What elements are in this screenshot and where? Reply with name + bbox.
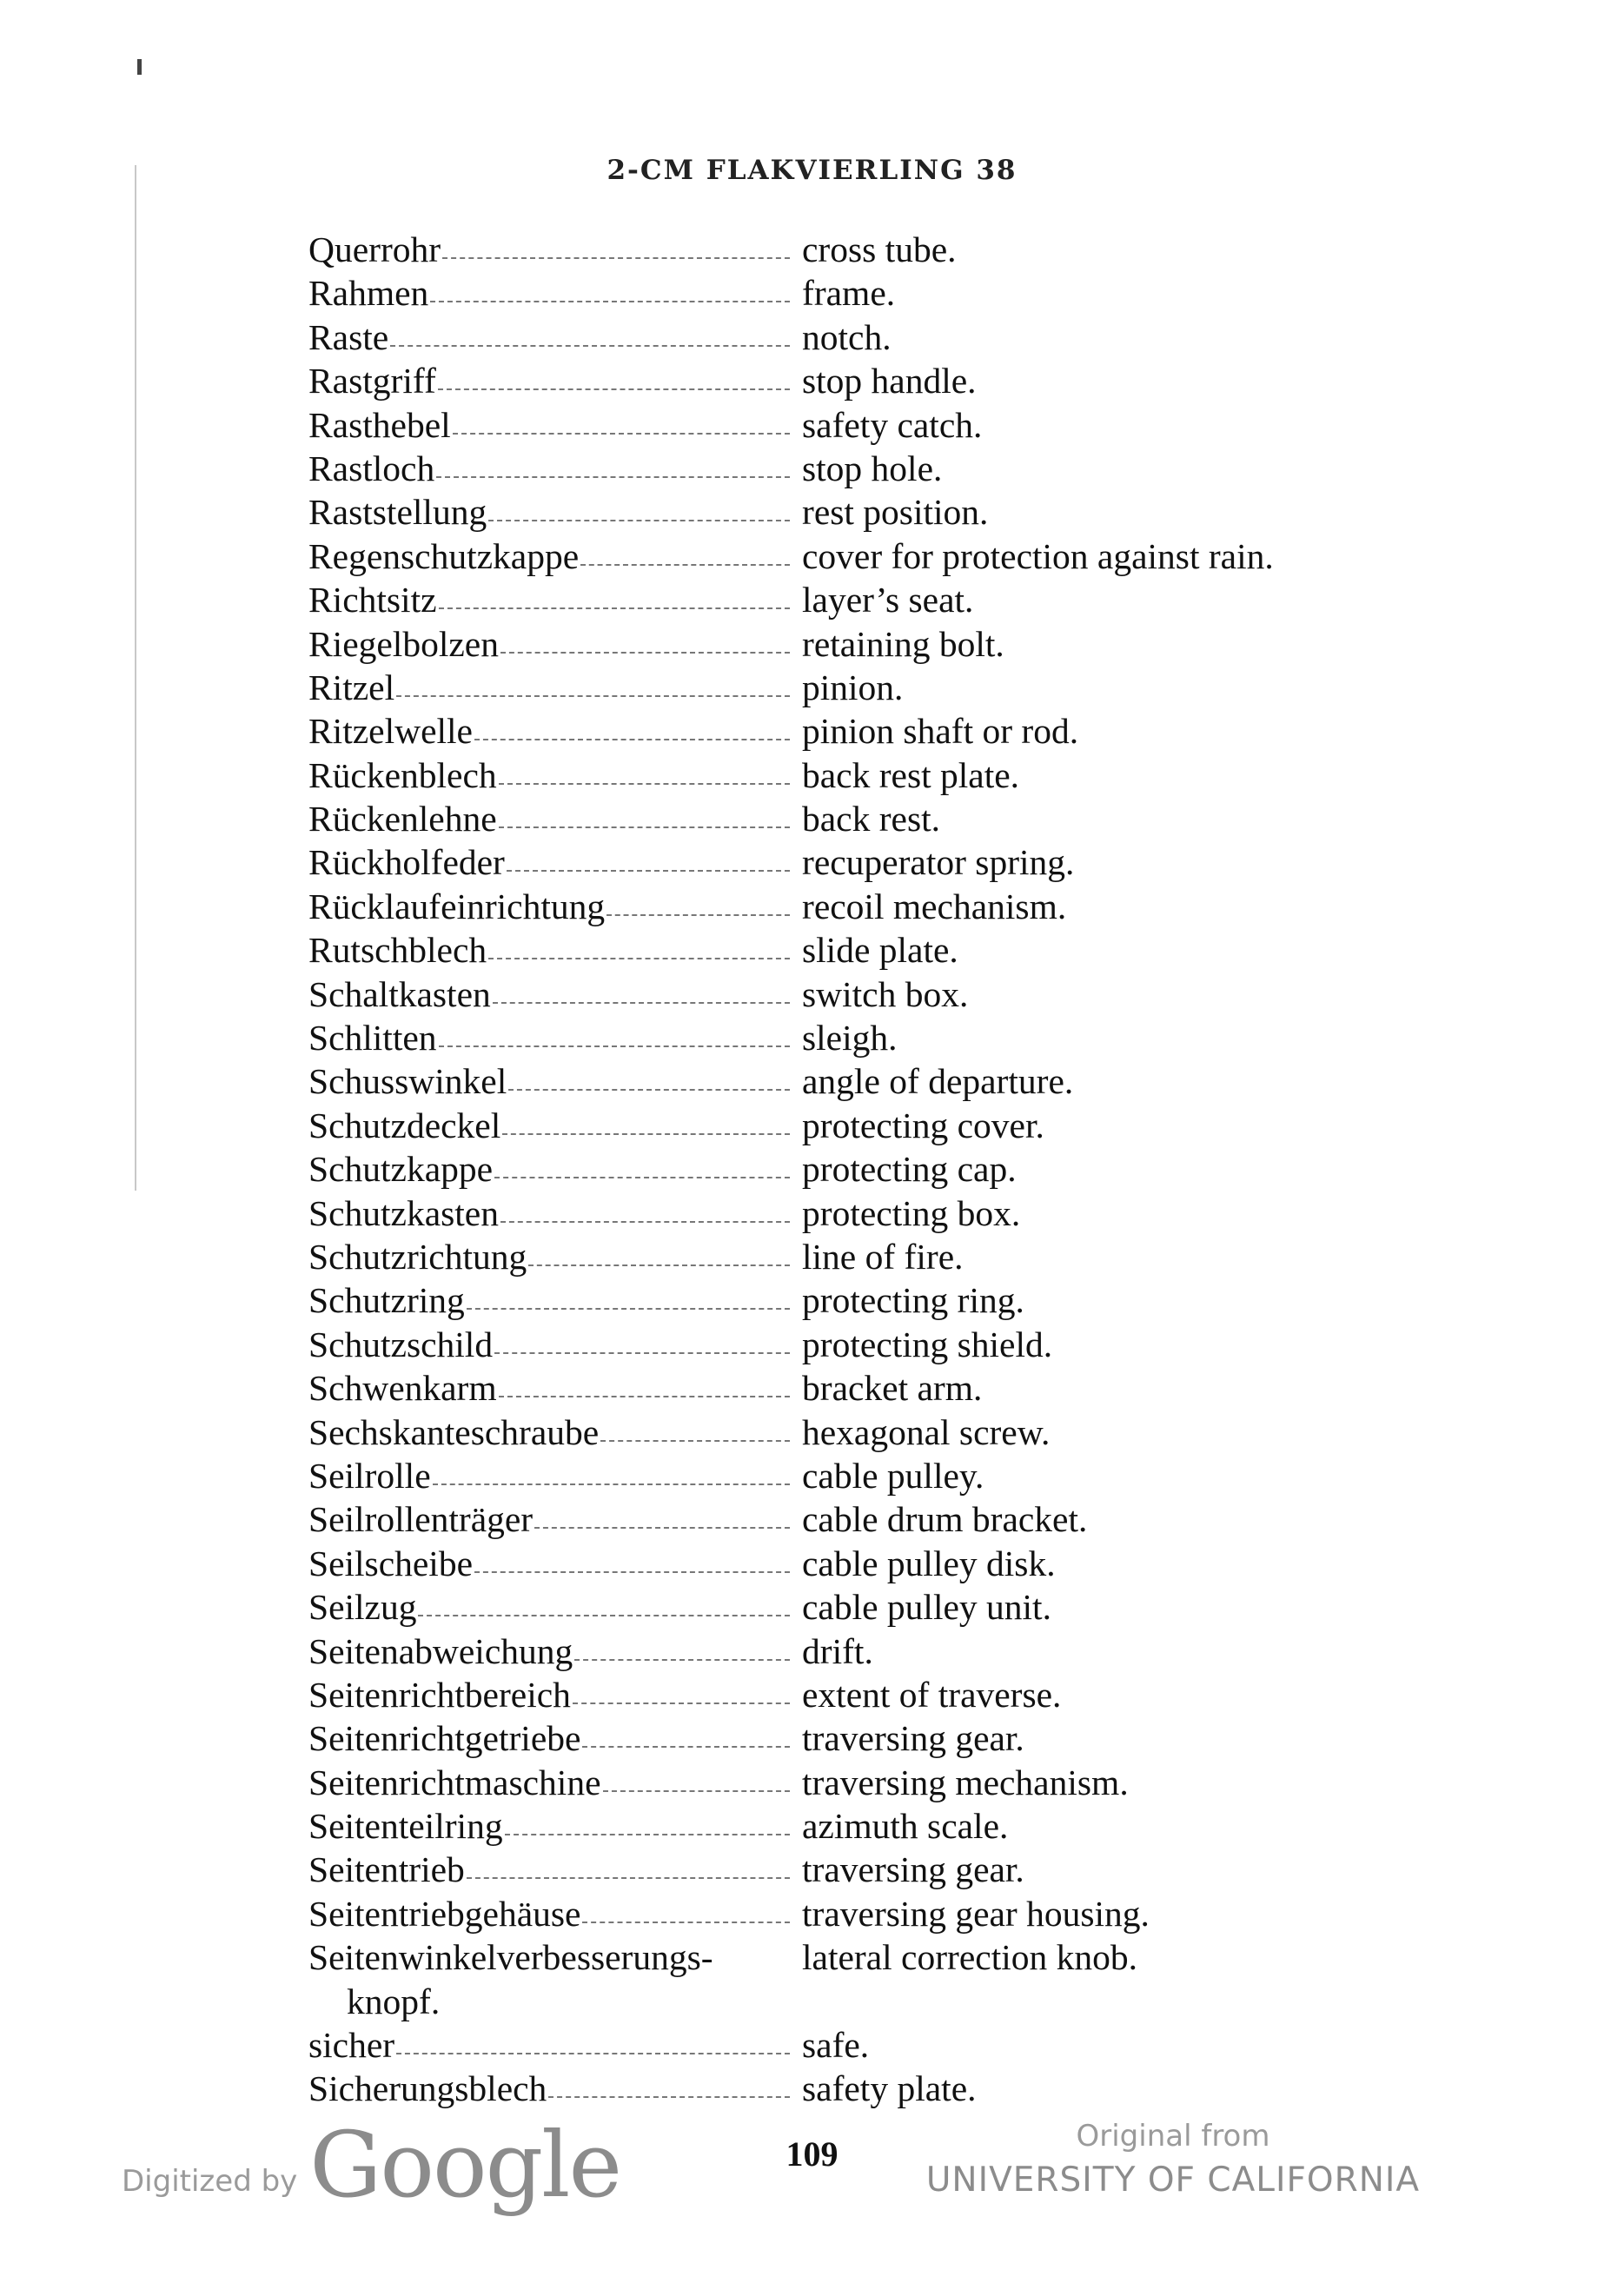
german-term: Schutzkappe [308, 1149, 494, 1190]
german-term: Schwenkarm [308, 1368, 497, 1409]
page-number: 109 [785, 2134, 839, 2174]
dot-leader [396, 666, 790, 697]
dot-leader [548, 2067, 790, 2098]
german-term: Rastloch [308, 448, 435, 488]
dot-leader [580, 534, 790, 566]
dot-leader [488, 490, 790, 521]
english-translation: line of fire. [802, 1236, 964, 1277]
german-term-cell [308, 709, 795, 753]
german-term-cell [308, 1191, 795, 1235]
german-term: Seilscheibe [308, 1543, 473, 1583]
scan-margin-line [135, 165, 136, 1191]
german-term-cell [308, 797, 795, 840]
german-term: sicher [308, 2025, 395, 2066]
german-term: Seitenabweichung [308, 1630, 573, 1671]
glossary-row [308, 972, 1438, 1016]
english-translation: protecting cover. [802, 1105, 1044, 1145]
german-term-cell [308, 403, 795, 447]
glossary-row [308, 1673, 1438, 1716]
german-term-cell [308, 534, 795, 578]
english-translation: slide plate. [802, 930, 958, 971]
german-term: Riegelbolzen [308, 623, 499, 664]
german-term: Rücklaufeinrichtung [308, 886, 606, 926]
german-term-continuation: knopf. [347, 1981, 441, 2021]
german-term: Ritzel [308, 667, 395, 707]
glossary-row [308, 1542, 1438, 1585]
english-translation: stop handle. [802, 361, 977, 402]
glossary-row [308, 622, 1438, 666]
german-term: Schutzrichtung [308, 1236, 527, 1277]
german-term-cell [308, 928, 795, 972]
dot-leader [453, 403, 790, 435]
german-term-cell [308, 359, 795, 402]
glossary-row [308, 1059, 1438, 1103]
dot-leader [574, 1629, 790, 1661]
german-term: Rahmen [308, 273, 429, 314]
dot-leader [467, 1848, 790, 1879]
dot-leader [528, 1235, 790, 1266]
english-translation: protecting ring. [802, 1280, 1024, 1321]
german-term: Seilrollenträger [308, 1499, 534, 1540]
german-term-cell [308, 228, 795, 271]
german-term-cell [308, 1323, 795, 1366]
german-term-cell [308, 1147, 795, 1191]
english-translation: retaining bolt. [802, 623, 1004, 664]
german-term-cell [308, 622, 795, 666]
dot-leader [508, 1059, 790, 1091]
glossary-row [308, 1454, 1438, 1497]
english-translation: hexagonal screw. [802, 1411, 1051, 1452]
english-translation: safe. [802, 2025, 870, 2066]
dot-leader [499, 797, 790, 828]
english-translation: safety catch. [802, 404, 983, 445]
glossary-row [308, 1804, 1438, 1848]
english-translation: traversing gear. [802, 1849, 1024, 1890]
english-translation: bracket arm. [802, 1368, 983, 1409]
glossary-row [308, 228, 1438, 271]
german-term-cell [308, 2023, 795, 2067]
glossary-row [308, 1935, 1438, 2023]
german-term-cell [308, 666, 795, 709]
digitized-by-text: Digitized by [122, 2164, 298, 2199]
german-term: Seitentriebgehäuse [308, 1893, 581, 1934]
german-term-cell [308, 1059, 795, 1103]
glossary-row [308, 1235, 1438, 1278]
german-term: Schutzdeckel [308, 1105, 501, 1145]
dot-leader [474, 1542, 790, 1573]
english-translation: angle of departure. [802, 1061, 1074, 1102]
german-term: Raststellung [308, 492, 487, 533]
glossary-row [308, 797, 1438, 840]
dot-leader [502, 1104, 790, 1135]
english-translation: traversing gear. [802, 1718, 1024, 1759]
glossary-row [308, 1191, 1438, 1235]
glossary-row [308, 666, 1438, 709]
english-translation: stop hole. [802, 448, 943, 488]
german-term-cell [308, 885, 795, 928]
german-term: Schusswinkel [308, 1061, 507, 1102]
german-term: Rasthebel [308, 404, 451, 445]
dot-leader [582, 1892, 790, 1923]
glossary-row [308, 447, 1438, 490]
english-translation: notch. [802, 316, 892, 357]
english-translation: drift. [802, 1630, 873, 1671]
german-term: Seitentrieb [308, 1849, 465, 1890]
glossary-row [308, 840, 1438, 884]
english-translation: frame. [802, 273, 896, 314]
glossary-row [308, 403, 1438, 447]
dot-leader [396, 2023, 790, 2054]
scan-margin-mark [137, 59, 142, 75]
german-term: Seilrolle [308, 1455, 431, 1496]
german-term-cell [308, 1278, 795, 1322]
english-translation: pinion. [802, 667, 904, 707]
dot-leader [418, 1585, 790, 1616]
german-term-cell [308, 1804, 795, 1848]
glossary-row [308, 1848, 1438, 1891]
dot-leader [507, 840, 790, 872]
german-term-cell [308, 578, 795, 621]
english-translation: protecting box. [802, 1192, 1021, 1233]
university-name: UNIVERSITY OF CALIFORNIA [925, 2160, 1421, 2200]
dot-leader [500, 622, 790, 654]
dot-leader [436, 447, 790, 478]
english-translation: traversing gear housing. [802, 1893, 1150, 1934]
glossary-row [308, 271, 1438, 315]
german-term-cell [308, 490, 795, 534]
english-translation: cable pulley unit. [802, 1587, 1051, 1628]
german-term: Seitenrichtbereich [308, 1674, 571, 1715]
english-translation: back rest plate. [802, 754, 1020, 795]
german-term: Seitenteilring [308, 1806, 503, 1847]
dot-leader [505, 1804, 790, 1835]
glossary-row [308, 2023, 1438, 2067]
dot-leader [499, 753, 790, 785]
german-term: Sechskanteschraube [308, 1411, 600, 1452]
german-term: Richtsitz [308, 580, 437, 621]
dot-leader [500, 1191, 790, 1223]
dot-leader [474, 709, 790, 740]
glossary-row [308, 1585, 1438, 1629]
german-term: Seitenwinkelverbesserungs- [308, 1937, 713, 1978]
german-term: Rückenblech [308, 754, 497, 795]
glossary-row [308, 709, 1438, 753]
dot-leader [493, 972, 790, 1004]
german-term: Rastgriff [308, 361, 436, 402]
german-term: Raste [308, 316, 389, 357]
german-term-cell [308, 1410, 795, 1454]
german-term-cell [308, 1892, 795, 1935]
glossary-row [308, 928, 1438, 972]
original-from-text: Original from [1076, 2119, 1270, 2154]
glossary-row [308, 490, 1438, 534]
dot-leader [582, 1716, 790, 1748]
german-term: Rückenlehne [308, 799, 497, 840]
german-term-cell [308, 1366, 795, 1410]
english-translation: protecting cap. [802, 1149, 1017, 1190]
english-translation: recuperator spring. [802, 842, 1075, 883]
english-translation: azimuth scale. [802, 1806, 1009, 1847]
glossary-row [308, 1497, 1438, 1541]
english-translation: recoil mechanism. [802, 886, 1067, 926]
english-translation: cable pulley disk. [802, 1543, 1056, 1583]
glossary-row [308, 1323, 1438, 1366]
german-term-cell [308, 1673, 795, 1716]
dot-leader [534, 1497, 790, 1529]
english-translation: lateral correction knob. [802, 1937, 1138, 1978]
original-from-watermark [895, 2119, 1451, 2200]
glossary-row [308, 359, 1438, 402]
german-term: Seitenrichtgetriebe [308, 1718, 581, 1759]
german-term-cell [308, 1761, 795, 1804]
english-translation: layer’s seat. [802, 580, 974, 621]
glossary-row [308, 1761, 1438, 1804]
german-term-cell [308, 1497, 795, 1541]
german-term-cell [308, 1629, 795, 1673]
german-term: Schutzkasten [308, 1192, 499, 1233]
german-term-cell [308, 753, 795, 797]
dot-leader [494, 1323, 790, 1354]
english-translation: back rest. [802, 799, 941, 840]
german-term: Ritzelwelle [308, 711, 473, 752]
glossary-row [308, 1410, 1438, 1454]
glossary-row [308, 578, 1438, 621]
german-term-cell [308, 1104, 795, 1147]
german-term-cell [308, 972, 795, 1016]
dot-leader [499, 1366, 790, 1397]
german-term-cell [308, 271, 795, 315]
german-term-cell [308, 1542, 795, 1585]
dot-leader [390, 315, 790, 347]
glossary-list [308, 228, 1438, 2111]
german-term-cell [308, 1454, 795, 1497]
glossary-row [308, 1104, 1438, 1147]
dot-leader [439, 578, 790, 609]
dot-leader [600, 1410, 790, 1442]
german-term-cell [308, 315, 795, 359]
german-term-cell [308, 1848, 795, 1891]
glossary-row [308, 1016, 1438, 1059]
glossary-row [308, 2067, 1438, 2110]
dot-leader [488, 928, 790, 959]
glossary-row [308, 315, 1438, 359]
english-translation: cable drum bracket. [802, 1499, 1088, 1540]
english-translation: traversing mechanism. [802, 1762, 1129, 1802]
german-term-cell [308, 1585, 795, 1629]
glossary-row [308, 1716, 1438, 1760]
german-term: Seilzug [308, 1587, 417, 1628]
dot-leader [438, 359, 790, 390]
glossary-row [308, 534, 1438, 578]
english-translation: protecting shield. [802, 1324, 1053, 1364]
german-term-cell [308, 2067, 795, 2110]
glossary-row [308, 885, 1438, 928]
dot-leader [430, 271, 790, 302]
english-translation: cross tube. [802, 229, 957, 269]
english-translation: safety plate. [802, 2068, 977, 2109]
german-term: Schaltkasten [308, 973, 491, 1014]
english-translation: cable pulley. [802, 1455, 984, 1496]
german-term-cell [308, 1716, 795, 1760]
english-translation: cover for protection against rain. [802, 535, 1274, 576]
german-term: Rutschblech [308, 930, 487, 971]
german-term: Querrohr [308, 229, 441, 269]
english-translation: rest position. [802, 492, 989, 533]
german-term-cell [308, 1235, 795, 1278]
german-term-cell [308, 840, 795, 884]
german-term-cell [308, 1935, 795, 2023]
english-translation: extent of traverse. [802, 1674, 1062, 1715]
german-term: Regenschutzkappe [308, 535, 580, 576]
google-logo: Google [309, 2112, 620, 2218]
german-term: Seitenrichtmaschine [308, 1762, 601, 1802]
glossary-row [308, 1629, 1438, 1673]
german-term: Schutzring [308, 1280, 465, 1321]
german-term: Schutzschild [308, 1324, 494, 1364]
dot-leader [603, 1761, 791, 1792]
glossary-row [308, 1278, 1438, 1322]
page-header: 2-CM FLAKVIERLING 38 [607, 155, 1017, 186]
german-term-cell [308, 447, 795, 490]
german-term: Rückholfeder [308, 842, 505, 883]
glossary-row [308, 1366, 1438, 1410]
glossary-row [308, 753, 1438, 797]
german-term: Sicherungsblech [308, 2068, 547, 2109]
english-translation: sleigh. [802, 1018, 898, 1059]
german-term-cell [308, 1016, 795, 1059]
glossary-row [308, 1892, 1438, 1935]
dot-leader [439, 1016, 790, 1047]
dot-leader [433, 1454, 790, 1485]
dot-leader [467, 1278, 790, 1310]
english-translation: switch box. [802, 973, 969, 1014]
glossary-row [308, 1147, 1438, 1191]
dot-leader [494, 1147, 790, 1178]
dot-leader [573, 1673, 790, 1704]
english-translation: pinion shaft or rod. [802, 711, 1079, 752]
dot-leader [607, 885, 790, 916]
dot-leader [442, 228, 790, 259]
german-term: Schlitten [308, 1018, 437, 1059]
